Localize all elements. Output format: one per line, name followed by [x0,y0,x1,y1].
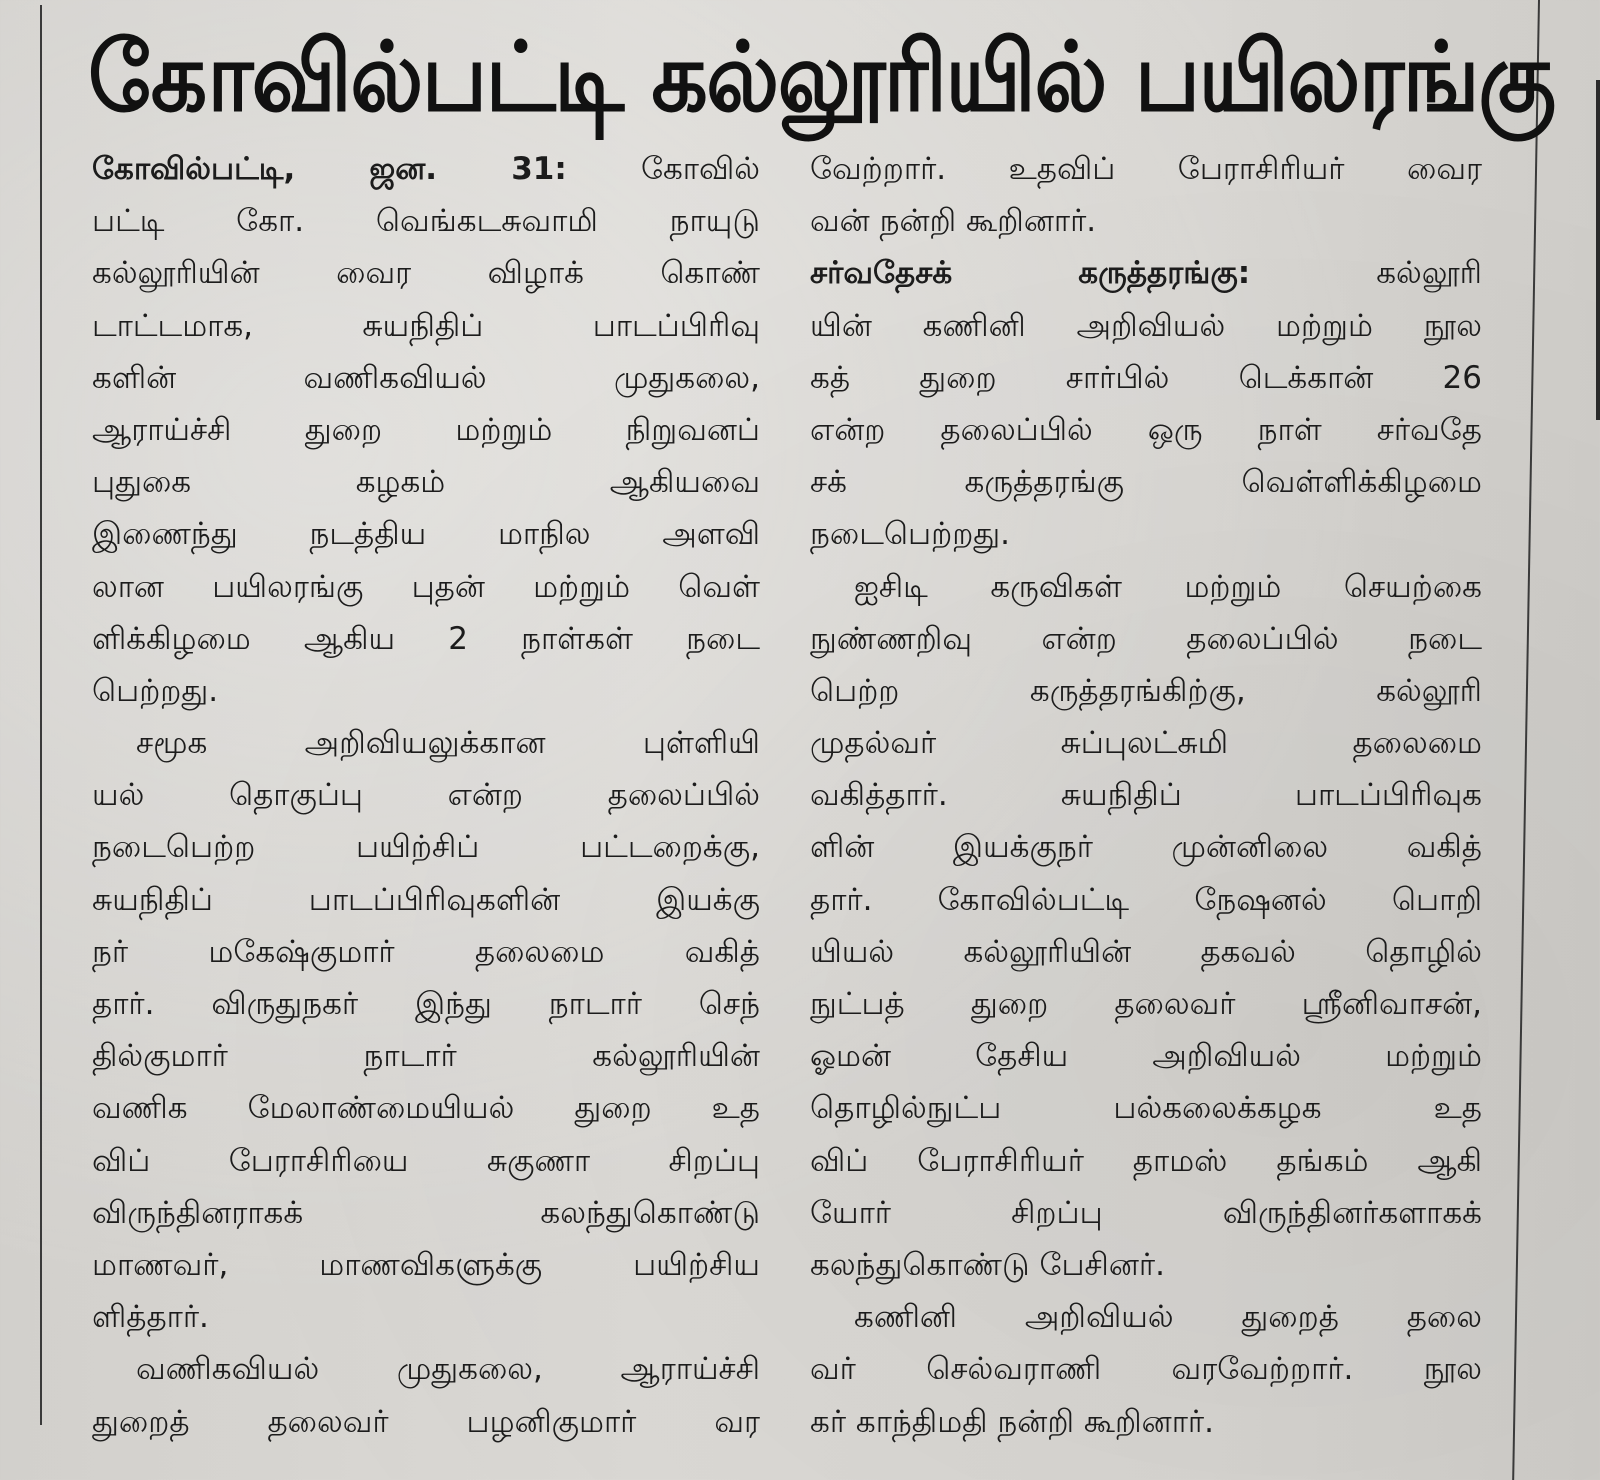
article-line [92,143,760,195]
article-line: வகித்தார். சுயநிதிப் பாடப்பிரிவுக [810,777,1482,814]
article-line: நடைபெற்ற பயிற்சிப் பட்டறைக்கு, [92,829,760,866]
article-line [810,247,1482,299]
article-line: தார். கோவில்பட்டி நேஷனல் பொறி [810,881,1482,918]
line-text: கோவில் [640,151,760,187]
article-line: கத் துறை சார்பில் டெக்கான் 26 [810,359,1482,396]
column-rule-right [1512,0,1540,1480]
article-line: வணிகவியல் முதுகலை, ஆராய்ச்சி [136,1351,760,1388]
article-line: வேற்றார். உதவிப் பேராசிரியர் வைர [810,151,1482,187]
article-line: நுண்ணறிவு என்ற தலைப்பில் நடை [810,620,1482,657]
article-line: பெற்றது. [92,672,219,709]
article-line: சுயநிதிப் பாடப்பிரிவுகளின் இயக்கு [92,881,760,918]
headline: கோவில்பட்டி கல்லூரியில் பயிலரங்கு [88,21,1555,133]
article-line: பெற்ற கருத்தரங்கிற்கு, கல்லூரி [810,672,1482,709]
article-line: பட்டி கோ. வெங்கடசுவாமி நாயுடு [92,203,760,240]
article-line: கணினி அறிவியல் துறைத் தலை [854,1299,1482,1336]
article-line: லான பயிலரங்கு புதன் மற்றும் வெள் [92,568,760,605]
article-line: கல்லூரியின் வைர விழாக் கொண் [92,255,760,292]
right-column [810,143,1482,1448]
article-line: ஓமன் தேசிய அறிவியல் மற்றும் [810,1038,1482,1075]
article-line: இணைந்து நடத்திய மாநில அளவி [92,516,760,553]
article-line: மாணவர், மாணவிகளுக்கு பயிற்சிய [92,1246,760,1283]
article-line: விப் பேராசிரியர் தாமஸ் தங்கம் ஆகி [810,1142,1482,1179]
article-line: முதல்வர் சுப்புலட்சுமி தலைமை [810,725,1482,762]
article-line: தார். விருதுநகர் இந்து நாடார் செந் [92,986,760,1022]
column-rule-left [40,5,42,1425]
article-line: நர் மகேஷ்குமார் தலைமை வகித் [92,933,760,970]
dateline: கோவில்பட்டி, ஜன. 31: [92,151,641,187]
article-line: யல் தொகுப்பு என்ற தலைப்பில் [92,777,760,814]
article-line: வணிக மேலாண்மையியல் துறை உத [92,1090,760,1127]
adjacent-photo-edge [1596,80,1600,420]
article-line: தொழில்நுட்ப பல்கலைக்கழக உத [810,1090,1482,1127]
article-line: கலந்துகொண்டு பேசினர். [810,1246,1165,1283]
article-line: சக் கருத்தரங்கு வெள்ளிக்கிழமை [810,464,1482,501]
article-line: களின் வணிகவியல் முதுகலை, [92,359,760,396]
article-line: நுட்பத் துறை தலைவர் ஸ்ரீனிவாசன், [810,986,1482,1022]
article-line: டாட்டமாக, சுயநிதிப் பாடப்பிரிவு [92,307,760,344]
article-line: ஐசிடி கருவிகள் மற்றும் செயற்கை [854,568,1482,605]
article-line: விப் பேராசிரியை சுகுணா சிறப்பு [92,1142,760,1179]
article-line: விருந்தினராகக் கலந்துகொண்டு [92,1194,760,1231]
article-line: கர் காந்திமதி நன்றி கூறினார். [810,1403,1214,1440]
article-line: ஆராய்ச்சி துறை மற்றும் நிறுவனப் [92,411,760,448]
left-column [92,143,760,1448]
line-text: கல்லூரி [1376,255,1482,292]
article-line: வர் செல்வராணி வரவேற்றார். நூல [810,1351,1482,1388]
article-line: நடைபெற்றது. [810,516,1011,553]
article-line: யியல் கல்லூரியின் தகவல் தொழில் [810,933,1482,970]
article-line: புதுகை கழகம் ஆகியவை [92,464,760,501]
article-line: ளித்தார். [92,1299,209,1336]
article-line: யோர் சிறப்பு விருந்தினர்களாகக் [810,1194,1482,1231]
article-line: என்ற தலைப்பில் ஒரு நாள் சர்வதே [810,411,1482,448]
article-line: தில்குமார் நாடார் கல்லூரியின் [92,1038,760,1075]
article-line: துறைத் தலைவர் பழனிகுமார் வர [92,1403,760,1440]
article-line: சமூக அறிவியலுக்கான புள்ளியி [136,725,760,762]
article-line: ளின் இயக்குநர் முன்னிலை வகித் [810,829,1482,866]
article-line: யின் கணினி அறிவியல் மற்றும் நூல [810,307,1482,344]
article-line: வன் நன்றி கூறினார். [810,203,1097,240]
article-line: ளிக்கிழமை ஆகிய 2 நாள்கள் நடை [92,620,760,657]
subheading: சர்வதேசக் கருத்தரங்கு: [810,255,1377,292]
